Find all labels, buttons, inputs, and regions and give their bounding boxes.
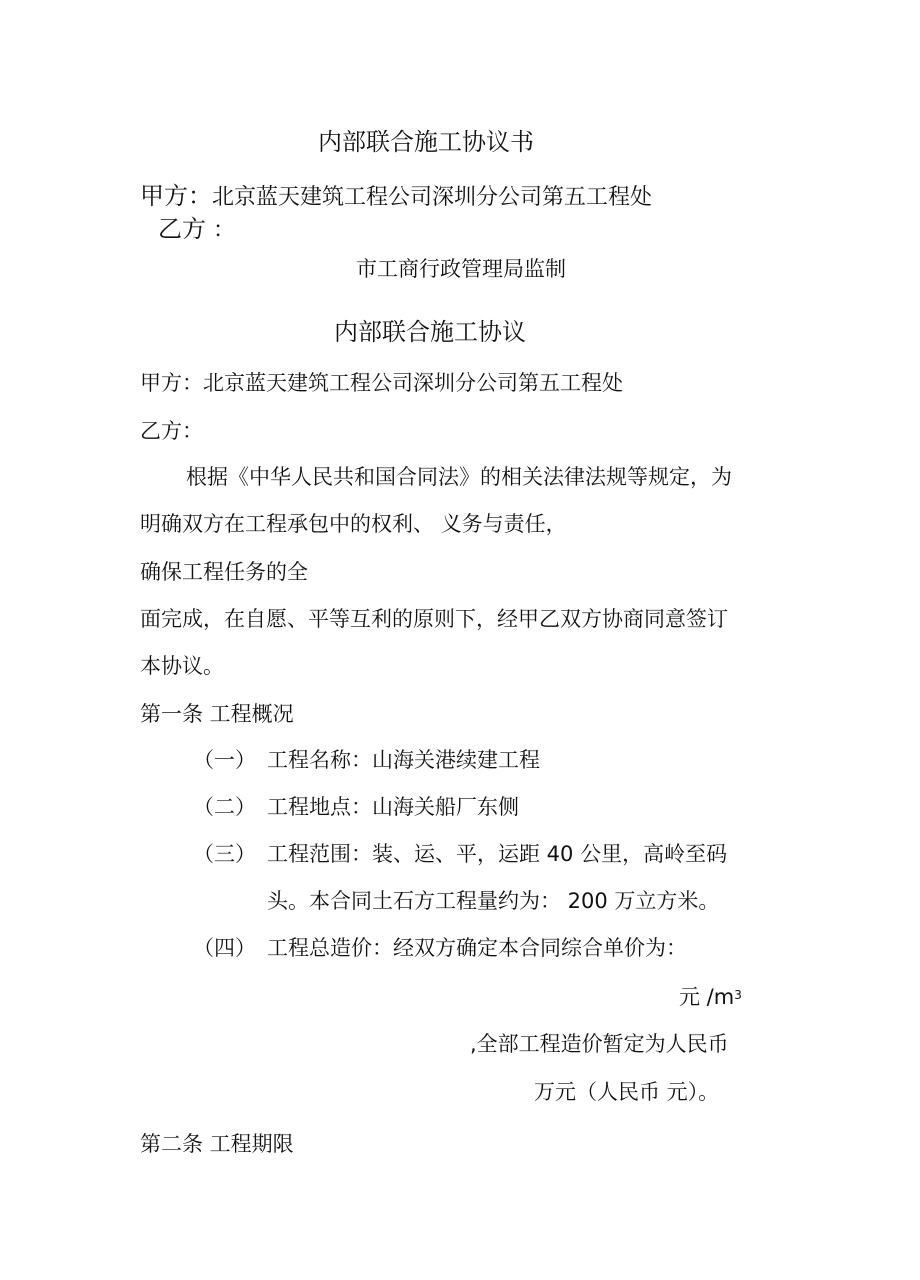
cover-party-b <box>158 215 235 245</box>
article1-item <box>193 934 687 962</box>
article2-heading: 第二条 工程期限 <box>140 1132 294 1156</box>
unit-price-unit-text: 元 /m <box>679 985 735 1009</box>
amount-line: 万元（人民币 元）。 <box>534 1080 720 1104</box>
preamble-line-1: 根据《中华人民共和国合同法》的相关法律法规等规定，为 <box>186 465 732 489</box>
agreement-party-a: 甲方：北京蓝天建筑工程公司深圳分公司第五工程处 <box>140 371 623 395</box>
article1-item <box>193 746 540 774</box>
article1-heading: 第一条 工程概况 <box>140 702 294 726</box>
unit-price-exponent: 3 <box>734 988 742 1002</box>
item-number: （三） <box>193 842 256 866</box>
item-number: （一） <box>193 748 256 772</box>
preamble-line-4: 面完成，在自愿、平等互利的原则下，经甲乙双方协商同意签订 <box>140 607 728 631</box>
item-text: 工程名称：山海关港续建工程 <box>267 748 540 772</box>
cover-supervisor: 市工商行政管理局监制 <box>356 257 566 281</box>
total-price-line: ,全部工程造价暂定为人民币 <box>470 1032 729 1056</box>
cover-party-b-colon: ： <box>213 218 236 243</box>
item-number: （二） <box>193 795 256 819</box>
item-text: 头。本合同土石方工程量约为： 200 万立方米。 <box>267 889 720 913</box>
article1-item <box>193 887 719 915</box>
cover-party-a-name: 北京蓝天建筑工程公司深圳分公司第五工程处 <box>212 185 653 210</box>
item-text: 工程总造价：经双方确定本合同综合单价为： <box>267 936 687 960</box>
item-text: 工程范围：装、运、平，运距 40 公里，高岭至码 <box>267 842 728 866</box>
item-number: （四） <box>193 936 256 960</box>
preamble-line-5: 本协议。 <box>140 654 224 678</box>
article1-item <box>193 793 519 821</box>
cover-party-a-label: 甲方： <box>140 182 212 210</box>
preamble-line-3: 确保工程任务的全 <box>140 560 308 584</box>
cover-party-a <box>140 182 652 212</box>
article1-item <box>193 840 727 868</box>
item-text: 工程地点：山海关船厂东侧 <box>267 795 519 819</box>
cover-party-b-label: 乙方 <box>158 215 206 243</box>
preamble-line-2: 明确双方在工程承包中的权利、 义务与责任， <box>140 512 567 536</box>
agreement-party-b: 乙方： <box>140 419 203 443</box>
cover-title: 内部联合施工协议书 <box>318 128 534 156</box>
agreement-title: 内部联合施工协议 <box>334 318 526 346</box>
unit-price-unit <box>679 983 742 1011</box>
